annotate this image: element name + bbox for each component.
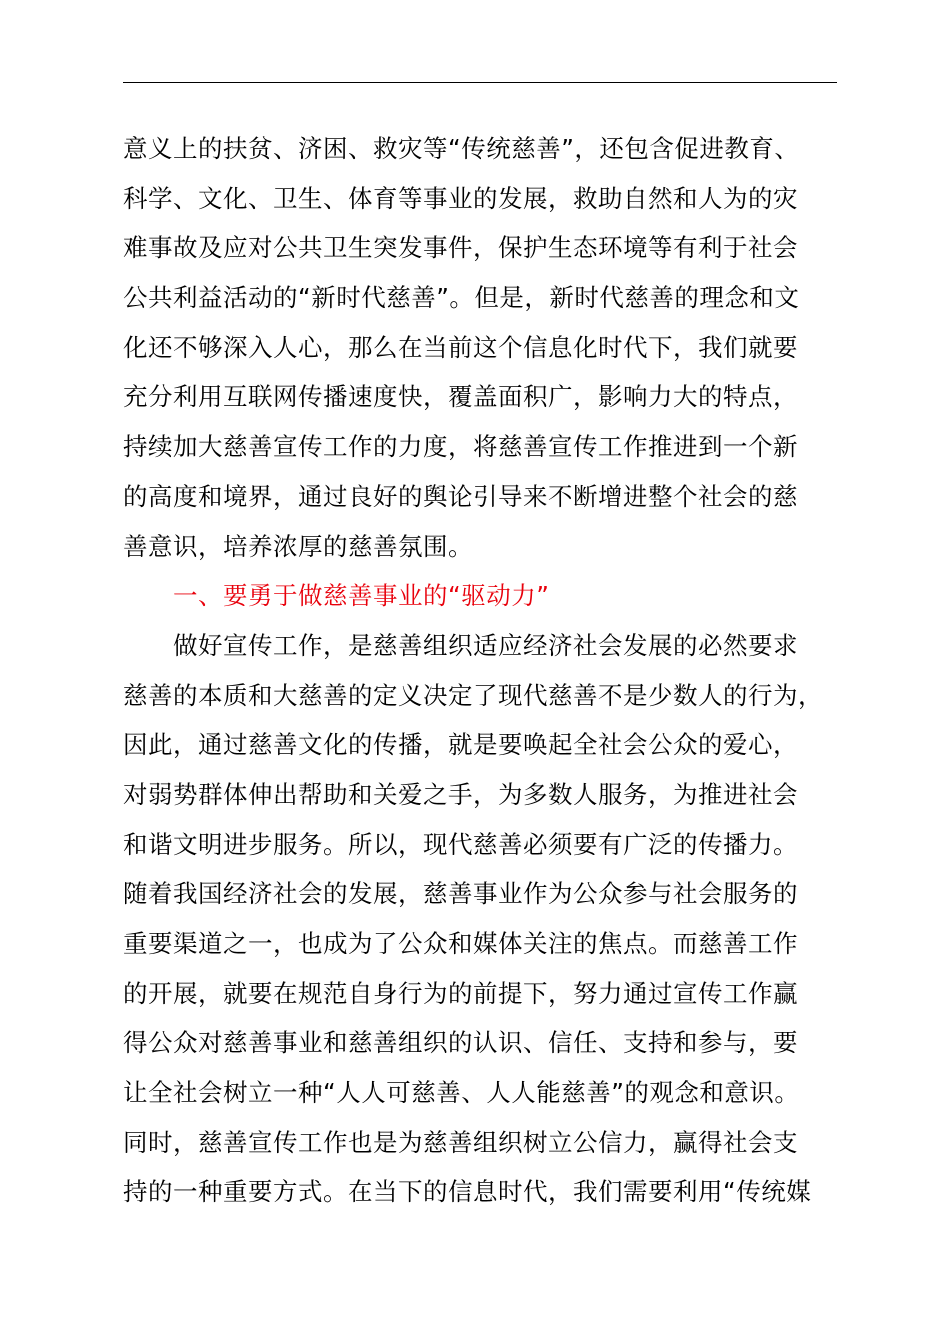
text-line: 难事故及应对公共卫生突发事件，保护生态环境等有利于社会 [123, 233, 798, 263]
text-line: 对弱势群体伸出帮助和关爱之手，为多数人服务，为推进社会 [123, 779, 798, 809]
text-line: 的开展，就要在规范自身行为的前提下，努力通过宣传工作赢 [123, 978, 798, 1008]
text-line: 公共利益活动的“新时代慈善”。但是，新时代慈善的理念和文 [123, 283, 800, 313]
text-line: 善意识，培养浓厚的慈善氛围。 [123, 531, 473, 561]
text-line: 持的一种重要方式。在当下的信息时代，我们需要利用“传统媒 [123, 1177, 812, 1207]
text-line: 化还不够深入人心，那么在当前这个信息化时代下，我们就要 [123, 332, 798, 362]
text-line: 随着我国经济社会的发展，慈善事业作为公众参与社会服务的 [123, 879, 798, 909]
text-line: 重要渠道之一，也成为了公众和媒体关注的焦点。而慈善工作 [123, 929, 798, 958]
section-heading: 一、要勇于做慈善事业的“驱动力” [173, 581, 550, 611]
text-line: 科学、文化、卫生、体育等事业的发展，救助自然和人为的灾 [123, 183, 798, 213]
header-rule [123, 82, 837, 83]
text-line: 和谐文明进步服务。所以，现代慈善必须要有广泛的传播力。 [123, 829, 798, 859]
text-line: 做好宣传工作，是慈善组织适应经济社会发展的必然要求 [173, 630, 798, 660]
text-line: 持续加大慈善宣传工作的力度，将慈善宣传工作推进到一个新 [123, 432, 798, 462]
text-line: 得公众对慈善事业和慈善组织的认识、信任、支持和参与，要 [123, 1028, 798, 1058]
text-line: 慈善的本质和大慈善的定义决定了现代慈善不是少数人的行为， [123, 680, 823, 710]
text-line: 意义上的扶贫、济困、救灾等“传统慈善”，还包含促进教育、 [123, 134, 800, 163]
text-line: 充分利用互联网传播速度快，覆盖面积广，影响力大的特点， [123, 382, 798, 412]
document-body [123, 130, 883, 1223]
text-line: 的高度和境界，通过良好的舆论引导来不断增进整个社会的慈 [123, 481, 798, 511]
text-line: 让全社会树立一种“人人可慈善、人人能慈善”的观念和意识。 [123, 1078, 800, 1108]
text-line: 同时，慈善宣传工作也是为慈善组织树立公信力，赢得社会支 [123, 1127, 798, 1157]
text-line: 因此，通过慈善文化的传播，就是要唤起全社会公众的爱心， [123, 730, 798, 760]
